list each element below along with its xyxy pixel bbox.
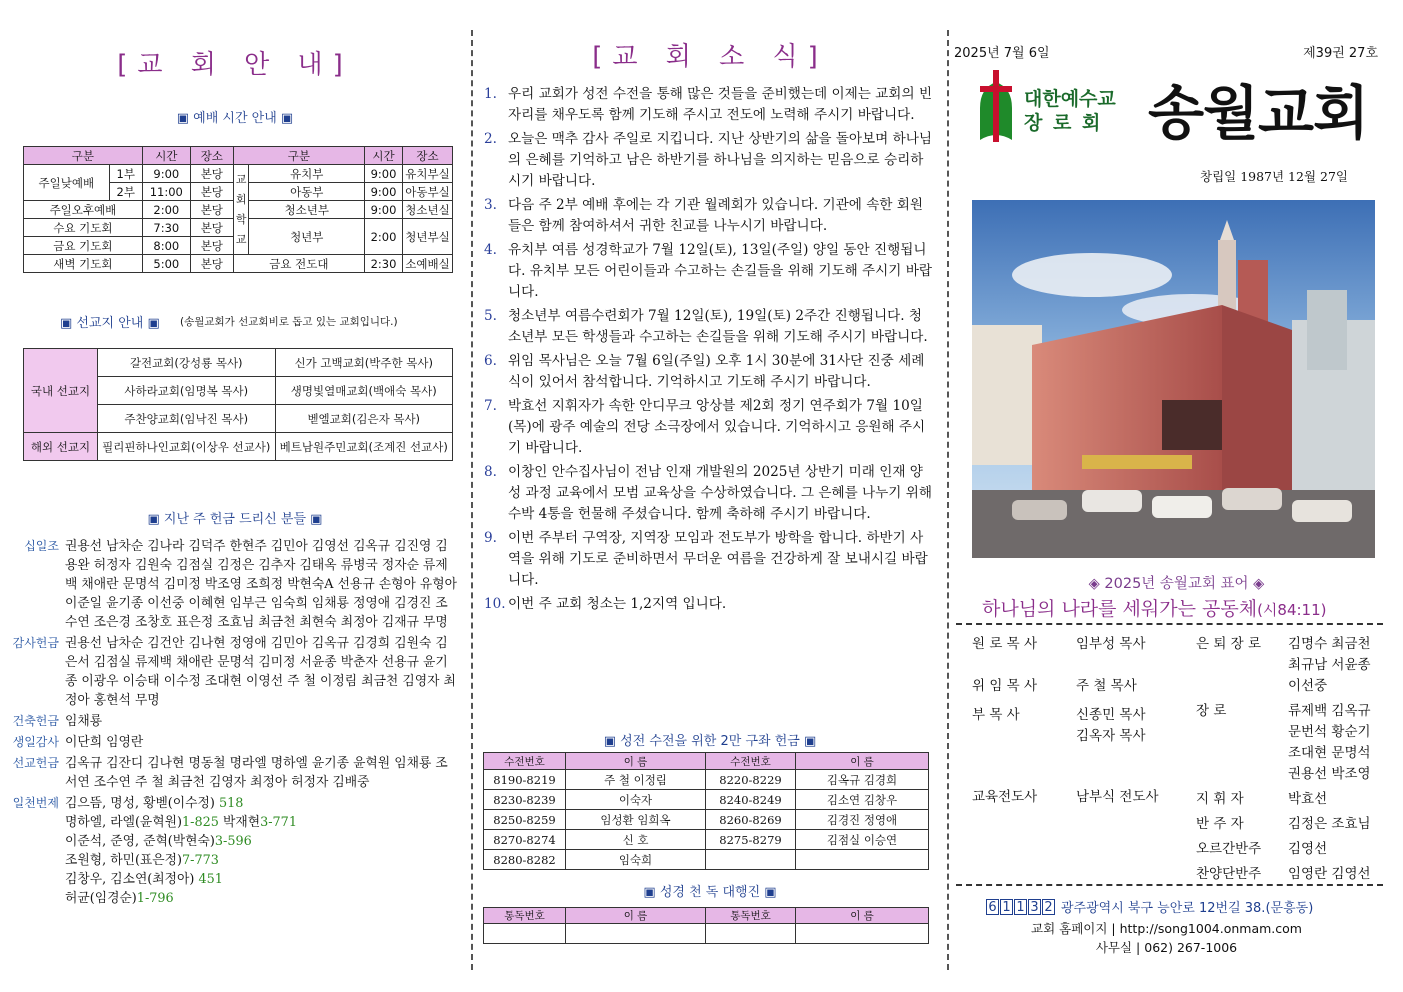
col-header: 수전번호 <box>484 753 566 770</box>
col-header: 시간 <box>365 147 403 165</box>
worship-time: 5:00 <box>142 255 190 273</box>
elder-name: 류제백 김옥규 <box>1288 703 1371 719</box>
elder-role: 은 퇴 장 로 <box>1196 636 1262 652</box>
news-text: 청소년부 여름수련회가 7월 12일(토), 19일(토) 2주간 진행됩니다. 청소년부 모든 학생들과 수고하는 손길들을 위해 기도해 주시기 바랍니다. <box>508 308 928 345</box>
news-text: 우리 교회가 성전 수전을 통해 많은 것들을 준비했는데 이제는 교회의 빈자리를 채우도록 함께 기도해 주시고 전도에 노력해 주시기 바랍니다. <box>508 86 933 123</box>
school-place: 아동부실 <box>403 183 453 201</box>
staff-role: 부 목 사 <box>972 707 1020 723</box>
column-divider <box>947 30 949 970</box>
school-place: 유치부실 <box>403 165 453 183</box>
daily-line <box>65 870 460 889</box>
worship-place: 본당 <box>190 201 233 219</box>
reading-table <box>483 907 929 944</box>
staff-role: 위 임 목 사 <box>972 678 1038 694</box>
daily-number: 3-596 <box>214 834 252 849</box>
elder-role: 지 휘 자 <box>1196 791 1244 807</box>
mission-church: 생명빛열매교회(백애숙 목사) <box>275 377 453 405</box>
news-item <box>484 129 934 192</box>
pledge-cell: 김소연 김창우 <box>796 790 929 810</box>
news-text: 이번 주 교회 청소는 1,2지역 입니다. <box>508 596 727 612</box>
school-time: 9:00 <box>365 183 403 201</box>
elder-name: 김정은 조효님 <box>1288 816 1371 832</box>
motto-text <box>982 594 1327 621</box>
staff-role <box>972 726 1076 747</box>
staff-role: 원 로 목 사 <box>972 636 1038 652</box>
news-number: 9. <box>484 530 497 546</box>
mission-church: 신가 고백교회(박주한 목사) <box>275 349 453 377</box>
school-time: 2:00 <box>365 219 403 255</box>
pledge-cell: 임성환 임희옥 <box>566 810 706 830</box>
church-name: 송월교회 <box>1148 79 1369 147</box>
news-number: 1. <box>484 86 497 102</box>
news-number: 4. <box>484 242 497 258</box>
school-label: 교 회 학 교 <box>233 165 249 255</box>
col-header: 이 름 <box>796 908 929 924</box>
pledge-cell: 8240-8249 <box>706 790 796 810</box>
motto: 하나님의 나라를 세워가는 공동체 <box>982 598 1258 620</box>
right-column <box>950 0 1403 992</box>
elder-name: 박효선 <box>1288 791 1328 807</box>
daily-line <box>65 813 460 832</box>
school-time: 9:00 <box>365 201 403 219</box>
news-item <box>484 351 934 393</box>
mission-domestic-label: 국내 선교지 <box>24 349 98 433</box>
news-text: 오늘은 맥추 감사 주일로 지킵니다. 지난 상반기의 삶을 돌아보며 하나님의 은혜를 기억하고 남은 하반기를 하나님을 의지하는 믿음으로 승리하시기 바랍니다. <box>508 131 933 189</box>
daily-line <box>65 889 460 908</box>
worship-time: 9:00 <box>142 165 190 183</box>
pledge-cell: 8250-8259 <box>484 810 566 830</box>
motto-ref: (시84:11) <box>1257 601 1327 619</box>
daily-names: 박재현 <box>218 815 261 830</box>
pledge-cell: 8230-8239 <box>484 790 566 810</box>
elder-name: 조대현 문명석 <box>1288 745 1371 761</box>
news-number: 6. <box>484 353 497 369</box>
pledge-cell: 임숙희 <box>566 850 706 870</box>
col-header: 이 름 <box>566 908 706 924</box>
staff-name: 남부식 전도사 <box>1076 789 1159 805</box>
pledge-cell: 8275-8279 <box>706 830 796 850</box>
elder-names <box>1288 634 1371 697</box>
news-number: 2. <box>484 131 497 147</box>
offering-label: 선교헌금 <box>12 756 59 770</box>
col-header: 장소 <box>403 147 453 165</box>
reading-cell <box>796 924 929 944</box>
church-info-title: [교 회 안 내] <box>117 50 353 80</box>
school-place: 청소년실 <box>403 201 453 219</box>
mission-church: 사하라교회(임명복 목사) <box>98 377 276 405</box>
staff-name: 김옥자 목사 <box>1076 728 1146 744</box>
school-place: 청년부실 <box>403 219 453 255</box>
column-divider <box>471 30 473 970</box>
elder-role: 찬양단반주 <box>1196 866 1262 882</box>
col-header: 통독번호 <box>484 908 566 924</box>
offering-list <box>10 537 460 908</box>
daily-line <box>65 851 460 870</box>
news-text: 이창인 안수집사님이 전남 인재 개발원의 2025년 상반기 미래 인재 양성 과정 교육에서 모범 교육상을 수상하였습니다. 그 은혜를 나누기 위해 수박 4통을 헌물해 주셨습니다. 함께 축하해 주시기 바랍니다. <box>508 464 933 522</box>
staff-name: 임부성 목사 <box>1076 636 1146 652</box>
offering-label: 감사헌금 <box>12 636 59 650</box>
staff-name: 주 철 목사 <box>1076 678 1137 694</box>
daily-number: 3-771 <box>260 815 297 830</box>
school-dept: 금요 전도대 <box>233 255 364 273</box>
elder-role: 오르간반주 <box>1196 841 1262 857</box>
address-line <box>986 897 1313 916</box>
worship-time: 8:00 <box>142 237 190 255</box>
reading-cell <box>706 924 796 944</box>
worship-time: 7:30 <box>142 219 190 237</box>
elder-name: 문번석 황순기 <box>1288 724 1371 740</box>
elder-name: 권용선 박조영 <box>1288 766 1371 782</box>
worship-name: 주일낮예배 <box>24 165 110 201</box>
motto-title: ◈ 2025년 송월교회 표어 ◈ <box>1088 576 1265 592</box>
offering-names: 김옥규 김잔디 김나현 명동철 명라엘 명하엘 윤기종 윤혁원 임채룡 조서연 조수연 주 철 최금천 김영자 최정아 허정자 김배중 <box>65 756 448 790</box>
worship-time: 11:00 <box>142 183 190 201</box>
reading-title: ▣ 성경 천 독 대행진 ▣ <box>643 885 777 900</box>
address: 광주광역시 북구 능안로 12번길 38.(문흥동) <box>1061 901 1314 916</box>
pledge-cell: 8190-8219 <box>484 770 566 790</box>
offering-title: ▣ 지난 주 헌금 드리신 분들 ▣ <box>147 512 323 527</box>
col-header: 수전번호 <box>706 753 796 770</box>
news-number: 10. <box>484 596 506 612</box>
school-dept: 청소년부 <box>249 201 365 219</box>
daily-line <box>65 794 460 813</box>
col-header: 이 름 <box>566 753 706 770</box>
pledge-cell: 8220-8229 <box>706 770 796 790</box>
offering-names: 권용선 남차순 김건안 김나현 정영애 김민아 김옥규 김경희 김원숙 김은서 김점실 류제백 채애란 문명석 김미정 서윤종 박춘자 선용규 윤기종 이광우 이승태 이수정 조대현 이영선 주 철 이정림 최금천 김영자 최정아 홍현석 무명 <box>65 636 456 708</box>
elder-name: 이선중 <box>1288 678 1328 694</box>
elder-role: 반 주 자 <box>1196 816 1244 832</box>
elder-role: 장 로 <box>1196 703 1227 719</box>
daily-line <box>65 832 460 851</box>
postal-digit: 3 <box>1028 899 1041 915</box>
col-header: 구분 <box>233 147 364 165</box>
col-header: 이 름 <box>796 753 929 770</box>
school-dept: 청년부 <box>249 219 365 255</box>
col-header: 장소 <box>190 147 233 165</box>
pledge-cell: 이숙자 <box>566 790 706 810</box>
news-number: 7. <box>484 398 497 414</box>
daily-names: 조원형, 하민(표은정) <box>65 853 183 868</box>
denomination-line1: 대한예수교 <box>1024 88 1116 110</box>
pastor-list <box>972 634 1159 808</box>
church-building-photo <box>972 200 1375 558</box>
office-phone: 사무실 | 062) 267-1006 <box>1095 940 1238 955</box>
homepage[interactable]: 교회 홈페이지 | http://song1004.onmam.com <box>1031 921 1302 936</box>
news-item <box>484 195 934 237</box>
church-news-title: [교 회 소 식] <box>592 42 828 72</box>
news-number: 8. <box>484 464 497 480</box>
mission-church: 주찬양교회(임낙진 목사) <box>98 405 276 433</box>
worship-time: 2:00 <box>142 201 190 219</box>
elder-name: 김명수 최금천 <box>1288 636 1371 652</box>
news-item <box>484 396 934 459</box>
news-text: 이번 주부터 구역장, 지역장 모임과 전도부가 방학을 합니다. 하반기 사역을 위해 기도로 준비하면서 무더운 여름을 건강하게 잘 보내시길 바랍니다. <box>508 530 928 588</box>
worship-place: 본당 <box>190 183 233 201</box>
news-item <box>484 84 934 126</box>
daily-number: 7-773 <box>182 853 219 868</box>
school-time: 2:30 <box>365 255 403 273</box>
news-number: 3. <box>484 197 497 213</box>
daily-number: 518 <box>218 796 244 811</box>
issue-date: 2025년 7월 6일 <box>954 46 1050 61</box>
pledge-cell: 8260-8269 <box>706 810 796 830</box>
mission-church: 벧엘교회(김은자 목사) <box>275 405 453 433</box>
staff-role: 교육전도사 <box>972 789 1038 805</box>
school-place: 소예배실 <box>403 255 453 273</box>
elder-list <box>1196 634 1371 885</box>
daily-number: 1-796 <box>136 891 174 906</box>
daily-names: 김창우, 김소연(최정아) <box>65 872 199 887</box>
worship-name: 새벽 기도회 <box>24 255 143 273</box>
news-item <box>484 306 934 348</box>
mission-church: 필리핀하나인교회(이상우 선교사) <box>98 433 276 461</box>
worship-time-table <box>23 146 453 273</box>
pledge-cell: 김옥규 김경희 <box>796 770 929 790</box>
school-dept: 유치부 <box>249 165 365 183</box>
founded-date: 창립일 1987년 12월 27일 <box>1200 169 1348 184</box>
postal-digit: 2 <box>1042 899 1055 915</box>
offering-names: 이단희 임영란 <box>65 735 144 750</box>
staff-name: 신종민 목사 <box>1076 707 1146 723</box>
mission-foreign-label: 해외 선교지 <box>24 433 98 461</box>
news-item <box>484 240 934 303</box>
pledge-cell: 8270-8274 <box>484 830 566 850</box>
pledge-cell: 8280-8282 <box>484 850 566 870</box>
worship-place: 본당 <box>190 219 233 237</box>
pledge-cell: 김점실 이승연 <box>796 830 929 850</box>
reading-cell <box>566 924 706 944</box>
daily-names: 이준석, 준영, 준혁(박현숙) <box>65 834 215 849</box>
news-number: 5. <box>484 308 497 324</box>
daily-number: 1-825 <box>182 815 219 830</box>
news-text: 다음 주 2부 예배 후에는 각 기관 월례회가 있습니다. 기관에 속한 회원들은 함께 참여하셔서 귀한 친교를 나누시기 바랍니다. <box>508 197 924 234</box>
left-column <box>0 0 470 992</box>
worship-name: 수요 기도회 <box>24 219 143 237</box>
news-text: 위임 목사님은 오늘 7월 6일(주일) 오후 1시 30분에 31사단 진중 세례식이 있어서 참석합니다. 기억하시고 기도해 주시기 바랍니다. <box>508 353 925 390</box>
elder-name: 최규남 서윤종 <box>1288 657 1371 673</box>
worship-place: 본당 <box>190 165 233 183</box>
postal-digit: 1 <box>1000 899 1013 915</box>
offering-label: 생일감사 <box>12 735 59 749</box>
mission-note: (송월교회가 선교회비로 돕고 있는 교회입니다.) <box>180 316 398 328</box>
news-item <box>484 462 934 525</box>
pledge-cell: 김경진 정영애 <box>796 810 929 830</box>
worship-name: 주일오후예배 <box>24 201 143 219</box>
news-list <box>484 84 934 618</box>
pledge-cell <box>796 850 929 870</box>
middle-column <box>474 0 946 992</box>
elder-name: 임영란 김영선 <box>1288 866 1371 882</box>
pledge-title: ▣ 성전 수전을 위한 2만 구좌 헌금 ▣ <box>603 734 817 749</box>
reading-cell <box>484 924 566 944</box>
school-time: 9:00 <box>365 165 403 183</box>
news-text: 박효선 지휘자가 속한 안디무크 앙상블 제2회 정기 연주회가 7월 10일(목)에 광주 예술의 전당 소극장에서 있습니다. 기억하시고 응원해 주시기 바랍니다. <box>508 398 926 456</box>
church-logo-icon <box>974 68 1018 146</box>
postal-digit: 6 <box>986 899 999 915</box>
offering-label: 십일조 <box>24 539 59 553</box>
denomination-line2: 장 로 회 <box>1024 112 1103 134</box>
mission-church: 갈전교회(강성룡 목사) <box>98 349 276 377</box>
mission-table <box>23 348 453 461</box>
daily-offering-list <box>65 794 460 908</box>
mission-title: ▣ 선교지 안내 ▣ <box>60 316 160 331</box>
daily-names: 김으뜸, 명성, 황벧(이수정) <box>65 796 219 811</box>
elder-name: 김영선 <box>1288 841 1328 857</box>
news-item <box>484 594 934 615</box>
daily-names: 명하엘, 라엘(윤혁원) <box>65 815 183 830</box>
news-text: 유치부 여름 성경학교가 7월 12일(토), 13일(주일) 양일 동안 진행됩니다. 유치부 모든 어린이들과 수고하는 손길들을 위해 기도해 주시기 바랍니다. <box>508 242 933 300</box>
worship-time-title: ▣ 예배 시간 안내 ▣ <box>176 111 294 126</box>
worship-sub: 2부 <box>109 183 142 201</box>
issue-number: 제39권 27호 <box>1303 46 1378 61</box>
postal-digit: 1 <box>1014 899 1027 915</box>
daily-number: 451 <box>198 872 223 887</box>
col-header: 구분 <box>24 147 143 165</box>
pledge-table <box>483 752 929 870</box>
col-header: 통독번호 <box>706 908 796 924</box>
offering-names: 권용선 남차순 김나라 김덕주 한현주 김민아 김영선 김옥규 김진영 김용완 허정자 김원숙 김점실 김정은 김추자 김태옥 류병국 정자순 류제백 채애란 문명석 김미정 박조영 조희정 박현숙A 선용규 손형아 유형아 이준일 윤기종 이선중 이혜현 임부근 임숙희 임채룡 정영애 김경진 조수연 조은경 조창호 표은정 조효님 최금천 최현숙 최정아 김재규 무명 <box>65 539 457 630</box>
offering-label: 건축헌금 <box>12 714 59 728</box>
worship-place: 본당 <box>190 237 233 255</box>
worship-place: 본당 <box>190 255 233 273</box>
pledge-cell: 신 호 <box>566 830 706 850</box>
daily-offering-label: 일천번제 <box>12 796 59 810</box>
divider <box>956 623 1383 625</box>
worship-name: 금요 기도회 <box>24 237 143 255</box>
col-header: 시간 <box>142 147 190 165</box>
school-dept: 아동부 <box>249 183 365 201</box>
news-item <box>484 528 934 591</box>
divider <box>956 884 1383 886</box>
worship-sub: 1부 <box>109 165 142 183</box>
elder-names <box>1288 701 1371 785</box>
pledge-cell <box>706 850 796 870</box>
pledge-cell: 주 철 이정림 <box>566 770 706 790</box>
offering-names: 임채룡 <box>65 714 103 729</box>
mission-church: 베트남원주민교회(조계진 선교사) <box>275 433 453 461</box>
daily-names: 허균(임경순) <box>65 891 137 906</box>
